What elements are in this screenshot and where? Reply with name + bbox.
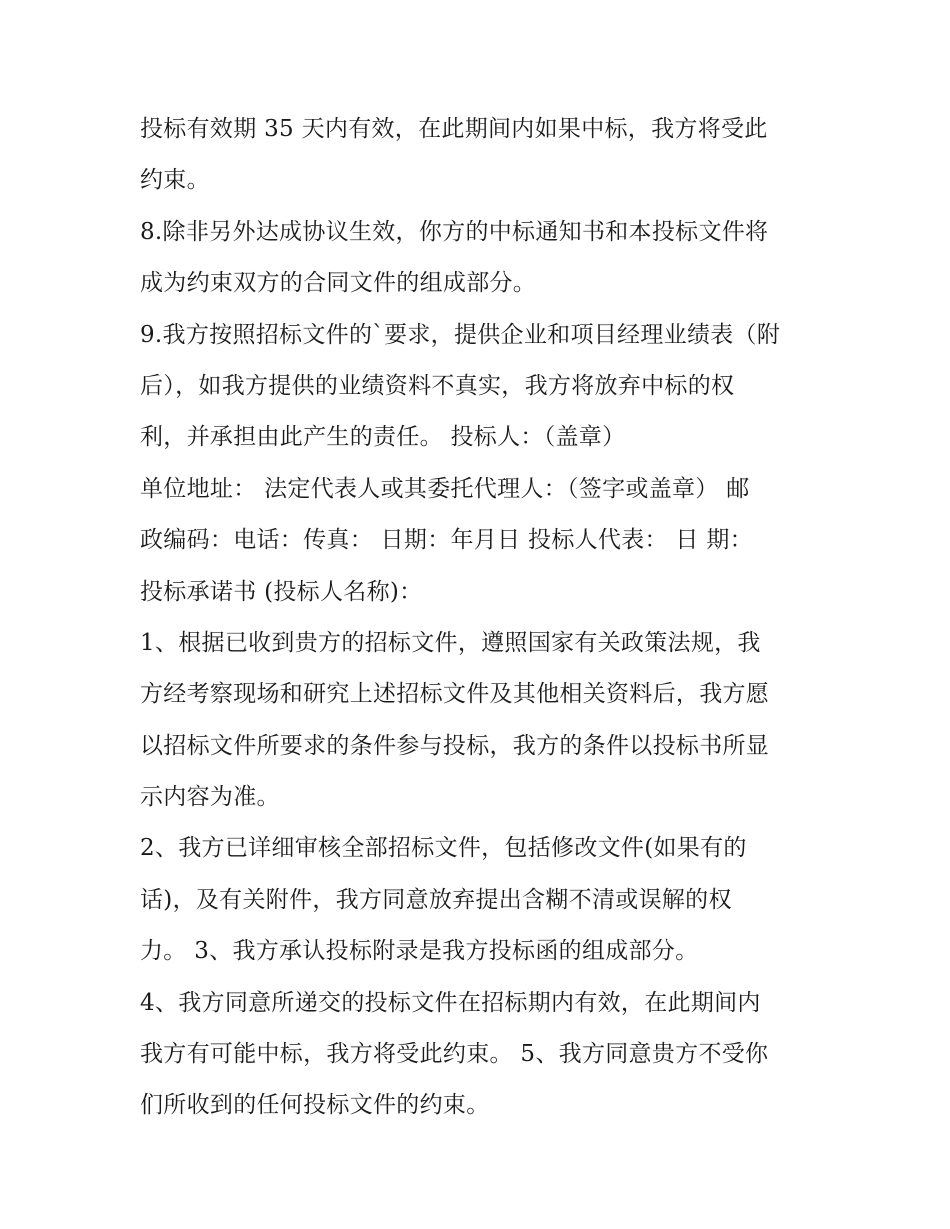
text-line: 8.除非另外达成协议生效，你方的中标通知书和本投标文件将 (140, 218, 769, 245)
text-line: 利，并承担由此产生的责任。 投标人：（盖章） (140, 424, 626, 451)
text-line: 们所收到的任何投标文件的约束。 (140, 1092, 490, 1119)
text-line: 示内容为准。 (140, 784, 280, 811)
text-line: 我方有可能中标，我方将受此约束。 5、我方同意贵方不受你 (140, 1041, 769, 1068)
text-line: 后），如我方提供的业绩资料不真实，我方将放弃中标的权 (140, 372, 735, 399)
text-line: 4、我方同意所递交的投标文件在招标期内有效，在此期间内 (140, 989, 761, 1016)
text-line: 投标有效期 35 天内有效，在此期间内如果中标，我方将受此 (140, 116, 768, 142)
text-line: 9.我方按照招标文件的`要求，提供企业和项目经理业绩表（附 (140, 321, 781, 348)
text-line: 投标承诺书 (投标人名称)： (140, 578, 423, 605)
text-line: 话)，及有关附件，我方同意放弃提出含糊不清或误解的权 (140, 886, 732, 913)
document-body (140, 104, 820, 1132)
text-line: 方经考察现场和研究上述招标文件及其他相关资料后，我方愿 (140, 681, 770, 708)
text-line: 成为约束双方的合同文件的组成部分。 (140, 270, 537, 297)
text-line: 政编码：电话：传真： 日期：年月日 投标人代表： 日 期： (140, 527, 753, 554)
text-line: 单位地址： 法定代表人或其委托代理人：（签字或盖章） 邮 (140, 475, 750, 502)
text-line: 以招标文件所要求的条件参与投标，我方的条件以投标书所显 (140, 732, 770, 759)
text-line: 约束。 (140, 167, 210, 194)
text-line: 2、我方已详细审核全部招标文件，包括修改文件(如果有的 (140, 835, 747, 862)
text-line: 力。 3、我方承认投标附录是我方投标函的组成部分。 (140, 938, 699, 965)
text-line: 1、根据已收到贵方的招标文件，遵照国家有关政策法规，我 (140, 629, 761, 656)
